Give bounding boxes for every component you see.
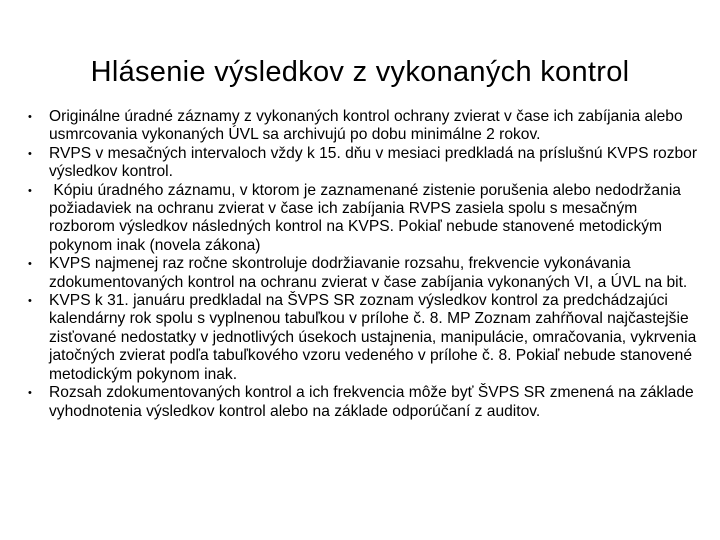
bullet-icon: • — [28, 184, 32, 197]
bullet-icon: • — [28, 258, 32, 271]
bullet-text: KVPS k 31. januáru predkladal na ŠVPS SR zoznam výsledkov kontrol za predchádzajúci kalendárny rok spolu s vyplnenou tabuľkou v prílohe č. 8. MP Zoznam zahŕňoval najčastejšie zisťované nedostatky v jednotlivých úsekoch ustajnenia, manipulácie, omračovania, vykrvenia jatočných zvierat podľa tabuľkového vzoru vedeného v prílohe č. 8. Pokiaľ nebude stanovené metodickým pokynom inak. — [49, 292, 697, 383]
bullet-item-4 — [28, 255, 698, 292]
bullet-text: RVPS v mesačných intervaloch vždy k 15. dňu v mesiaci predkladá na príslušnú KVPS rozbor výsledkov kontrol. — [49, 144, 698, 181]
bullet-icon: • — [28, 387, 32, 400]
bullet-item-6 — [28, 384, 698, 421]
bullet-text: Rozsah zdokumentovaných kontrol a ich frekvencia môže byť ŠVPS SR zmenená na základe vyhodnotenia výsledkov kontrol alebo na základe odporúčaní z auditov. — [49, 384, 694, 420]
bullet-item-2 — [28, 145, 698, 182]
bullet-item-5 — [28, 292, 698, 384]
bullet-icon: • — [28, 295, 32, 308]
bullet-item-1 — [28, 108, 698, 145]
bullet-icon: • — [28, 147, 32, 160]
bullet-item-3 — [28, 182, 698, 256]
bullet-list — [28, 108, 698, 421]
bullet-text: Kópiu úradného záznamu, v ktorom je zaznamenané zistenie porušenia alebo nedodržania požiadaviek na ochranu zvierat v čase ich zabíjania RVPS zasiela spolu s mesačným rozborom výsledkov následných kontrol na KVPS. Pokiaľ nebude stanovené metodickým pokynom inak (novela zákona) — [49, 181, 686, 254]
bullet-text: Originálne úradné záznamy z vykonaných kontrol ochrany zvierat v čase ich zabíjania alebo usmrcovania vykonaných ÚVL sa archivujú po dobu minimálne 2 rokov. — [49, 108, 683, 144]
bullet-text: KVPS najmenej raz ročne skontroluje dodržiavanie rozsahu, frekvencie vykonávania zdokumentovaných kontrol na ochranu zvierat v čase zabíjania vykonaných VI, a ÚVL na bit. — [49, 255, 688, 291]
slide-title: Hlásenie výsledkov z vykonaných kontrol — [90, 56, 630, 88]
bullet-icon: • — [28, 111, 32, 123]
